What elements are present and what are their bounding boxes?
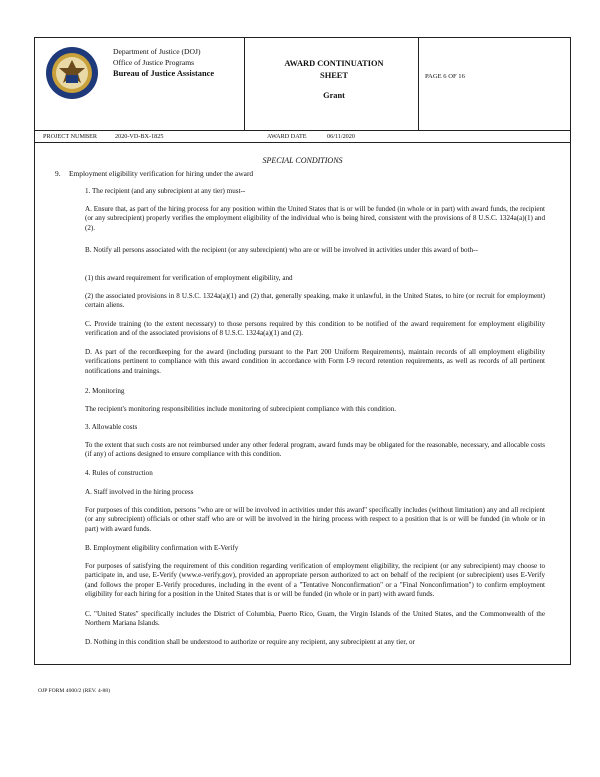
condition-title: Employment eligibility verification for hiring under the award: [69, 169, 254, 178]
paragraph: A. Staff involved in the hiring process: [85, 488, 194, 496]
paragraph: B. Notify all persons associated with the recipient (or any subrecipient) who are or will be involved in activities under this award of both--: [85, 246, 478, 254]
form-footer: OJP FORM 4000/2 (REV. 4-88): [38, 688, 110, 694]
sheet-title: [251, 58, 417, 102]
paragraph: (2) the associated provisions in 8 U.S.C. 1324a(a)(1) and (2) that, generally speaking, make it unlawful, in the United States, to hire (or recruit for employment) certain aliens.: [85, 292, 545, 310]
agency-bureau: Bureau of Justice Assistance: [113, 69, 215, 78]
title-line-2: SHEET: [320, 71, 348, 80]
condition-item: [55, 169, 254, 178]
sheet-header: [35, 38, 570, 131]
paragraph: For purposes of satisfying the requirement of this condition regarding verification of employment eligibility, the recipient (or any subrecipient) may choose to participate in, and use, E-Verify (www.e-verify.gov), provided an appropriate person authorized to act on behalf of the recipient (or subrecipient) uses E-Verify (and follows the proper E-Verify procedures, including in the event of a "Tentative Nonconfirmation" or a "Final Nonconfirmation") to confirm employment eligibility for each hiring for a position in the United States that is or will be funded (in whole or in part) with award funds.: [85, 562, 545, 598]
special-conditions-heading: SPECIAL CONDITIONS: [262, 156, 343, 165]
award-date-label: AWARD DATE: [267, 133, 307, 140]
paragraph: To the extent that such costs are not reimbursed under any other federal program, award funds may be obligated for the reasonable, necessary, and allocable costs (if any) of actions designed to ensure compliance with this condition.: [85, 441, 545, 459]
paragraph: D. Nothing in this condition shall be understood to authorize or require any recipient, any subrecipient at any tier, or: [85, 638, 415, 646]
header-divider-left: [244, 38, 245, 130]
paragraph: B. Employment eligibility confirmation with E-Verify: [85, 544, 239, 552]
project-number-value: 2020-VD-BX-1825: [115, 133, 164, 140]
title-line-1: AWARD CONTINUATION: [284, 59, 384, 68]
project-meta-row: [35, 130, 570, 143]
paragraph: 2. Monitoring: [85, 387, 125, 395]
paragraph: D. As part of the recordkeeping for the award (including pursuant to the Part 200 Uniform Requirements), maintain records of all employment eligibility verifications pertinent to compliance with this award condition in accordance with Form I-9 record retention requirements, as well as records of all pertinent notifications and trainings.: [85, 348, 545, 375]
title-grant: Grant: [323, 91, 345, 100]
agency-office: Office of Justice Programs: [113, 58, 195, 67]
paragraph: C. Provide training (to the extent necessary) to those persons required by this condition to be notified of the award requirement for employment eligibility verification and of the associated provisions of 8 U.S.C. 1324a(a)(1) and (2).: [85, 320, 545, 338]
award-date-value: 06/11/2020: [327, 133, 355, 140]
paragraph: 4. Rules of construction: [85, 469, 153, 477]
paragraph: The recipient's monitoring responsibilities include monitoring of subrecipient compliance with this condition.: [85, 405, 396, 413]
condition-number: 9.: [55, 169, 61, 178]
agency-block: [113, 46, 214, 79]
project-number-label: PROJECT NUMBER: [43, 133, 98, 140]
header-divider-right: [418, 38, 419, 130]
paragraph: 1. The recipient (and any subrecipient at any tier) must--: [85, 187, 246, 195]
paragraph: 3. Allowable costs: [85, 423, 138, 431]
award-sheet-frame: [34, 37, 571, 665]
doj-seal-icon: [45, 46, 99, 100]
paragraph: A. Ensure that, as part of the hiring process for any position within the United States that is or will be funded (in whole or in part) with award funds, the recipient (or any subrecipient) properly verifies the employment eligibility of the individual who is being hired, consistent with the provisions of 8 U.S.C. 1324a(a)(1) and (2).: [85, 205, 545, 232]
paragraph: (1) this award requirement for verification of employment eligibility, and: [85, 274, 293, 282]
paragraph: For purposes of this condition, persons "who are or will be involved in activities under this award" specifically includes (without limitation) any and all recipient (or any subrecipient) officials or other staff who are or will be involved in the hiring process with respect to a position that is or will be funded (in whole or in part) with award funds.: [85, 506, 545, 533]
agency-department: Department of Justice (DOJ): [113, 47, 201, 56]
paragraph: C. "United States" specifically includes the District of Columbia, Puerto Rico, Guam, the Virgin Islands of the United States, and the Commonwealth of the Northern Mariana Islands.: [85, 610, 545, 628]
page-indicator: PAGE 6 OF 16: [425, 73, 465, 80]
